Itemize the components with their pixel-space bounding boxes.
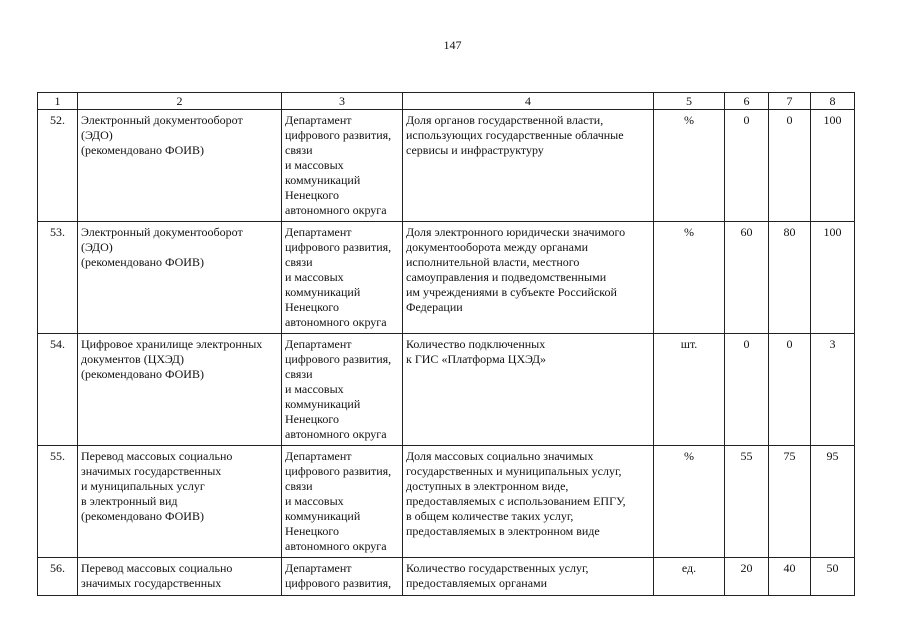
- value-8: 100: [811, 222, 855, 334]
- value-6: 0: [725, 110, 769, 222]
- row-number: 54.: [38, 334, 78, 446]
- department: Департамент цифрового развития, связи и массовых коммуникаций Ненецкого автономного округа: [282, 110, 403, 222]
- value-8: 3: [811, 334, 855, 446]
- value-7: 0: [769, 334, 811, 446]
- value-8: 100: [811, 110, 855, 222]
- col-header-1: 1: [38, 93, 78, 110]
- indicator: Доля органов государственной власти, использующих государственные облачные сервисы и инфраструктуру: [403, 110, 654, 222]
- row-number: 55.: [38, 446, 78, 558]
- col-header-5: 5: [654, 93, 725, 110]
- value-6: 20: [725, 558, 769, 596]
- value-7: 40: [769, 558, 811, 596]
- indicators-table: [37, 92, 855, 596]
- department: Департамент цифрового развития, связи и массовых коммуникаций Ненецкого автономного округа: [282, 446, 403, 558]
- col-header-4: 4: [403, 93, 654, 110]
- value-6: 55: [725, 446, 769, 558]
- col-header-7: 7: [769, 93, 811, 110]
- page-number: 147: [443, 38, 462, 52]
- department: Департамент цифрового развития, связи и массовых коммуникаций Ненецкого автономного округа: [282, 222, 403, 334]
- indicator: Количество государственных услуг, предоставляемых органами: [403, 558, 654, 596]
- col-header-2: 2: [78, 93, 282, 110]
- row-number: 52.: [38, 110, 78, 222]
- unit: ед.: [654, 558, 725, 596]
- system-name: Электронный документооборот (ЭДО) (рекомендовано ФОИВ): [78, 110, 282, 222]
- header-row: [38, 93, 855, 110]
- value-7: 75: [769, 446, 811, 558]
- col-header-8: 8: [811, 93, 855, 110]
- system-name: Цифровое хранилище электронных документов (ЦХЭД) (рекомендовано ФОИВ): [78, 334, 282, 446]
- system-name: Перевод массовых социально значимых государственных и муниципальных услуг в электронный вид (рекомендовано ФОИВ): [78, 446, 282, 558]
- unit: %: [654, 222, 725, 334]
- table-row: [38, 446, 855, 558]
- col-header-3: 3: [282, 93, 403, 110]
- system-name: Перевод массовых социально значимых государственных: [78, 558, 282, 596]
- table-row: [38, 334, 855, 446]
- row-number: 56.: [38, 558, 78, 596]
- value-7: 0: [769, 110, 811, 222]
- department: Департамент цифрового развития, связи и массовых коммуникаций Ненецкого автономного округа: [282, 334, 403, 446]
- value-8: 50: [811, 558, 855, 596]
- value-6: 0: [725, 334, 769, 446]
- table-row: [38, 222, 855, 334]
- table-row: [38, 558, 855, 596]
- indicator: Доля электронного юридически значимого документооборота между органами исполнительной власти, местного самоуправления и подведомственными им учреждениями в субъекте Российской Федерации: [403, 222, 654, 334]
- system-name: Электронный документооборот (ЭДО) (рекомендовано ФОИВ): [78, 222, 282, 334]
- indicator: Количество подключенных к ГИС «Платформа ЦХЭД»: [403, 334, 654, 446]
- table-row: [38, 110, 855, 222]
- unit: %: [654, 446, 725, 558]
- department: Департамент цифрового развития,: [282, 558, 403, 596]
- value-8: 95: [811, 446, 855, 558]
- unit: %: [654, 110, 725, 222]
- indicator: Доля массовых социально значимых государственных и муниципальных услуг, доступных в электронном виде, предоставляемых с использованием ЕПГУ, в общем количестве таких услуг, предоставляемых в электронном виде: [403, 446, 654, 558]
- value-6: 60: [725, 222, 769, 334]
- col-header-6: 6: [725, 93, 769, 110]
- unit: шт.: [654, 334, 725, 446]
- row-number: 53.: [38, 222, 78, 334]
- value-7: 80: [769, 222, 811, 334]
